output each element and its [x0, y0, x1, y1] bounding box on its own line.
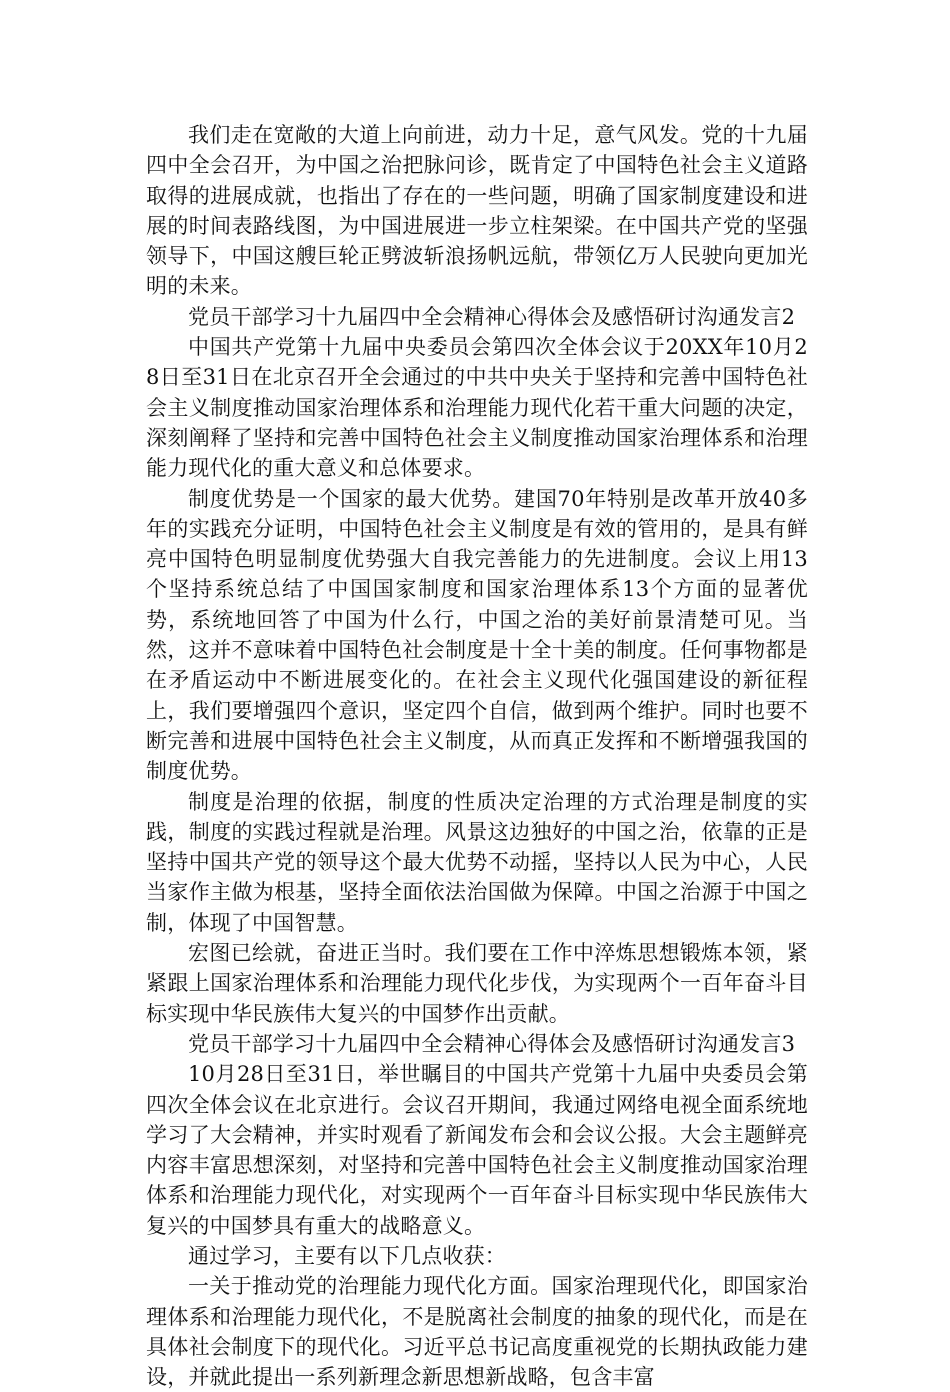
paragraph-7: 通过学习，主要有以下几点收获： [188, 1243, 506, 1268]
section-heading-2: 党员干部学习十九届四中全会精神心得体会及感悟研讨沟通发言2 [188, 304, 796, 329]
paragraph-1: 我们走在宽敞的大道上向前进，动力十足，意气风发。党的十九届四中全会召开，为中国之治把脉问诊，既肯定了中国特色社会主义道路取得的进展成就，也指出了存在的一些问题，明确了国家制度建设和进展的时间表路线图，为中国进展进一步立柱架梁。在中国共产党的坚强领导下，中国这艘巨轮正劈波斩浪扬帆远航，带领亿万人民驶向更加光明的未来。 [146, 123, 808, 299]
paragraph-8: 一关于推动党的治理能力现代化方面。国家治理现代化，即国家治理体系和治理能力现代化，不是脱离社会制度的抽象的现代化，而是在具体社会制度下的现代化。习近平总书记高度重视党的长期执政能力建设，并就此提出一系列新理念新思想新战略，包含丰富 [146, 1274, 808, 1390]
document-body [146, 120, 808, 1392]
paragraph-4: 制度是治理的依据，制度的性质决定治理的方式治理是制度的实践，制度的实践过程就是治理。风景这边独好的中国之治，依靠的正是坚持中国共产党的领导这个最大优势不动摇，坚持以人民为中心，人民当家作主做为根基，坚持全面依法治国做为保障。中国之治源于中国之制，体现了中国智慧。 [146, 789, 808, 935]
paragraph-5: 宏图已绘就，奋进正当时。我们要在工作中淬炼思想锻炼本领，紧紧跟上国家治理体系和治理能力现代化步伐，为实现两个一百年奋斗目标实现中华民族伟大复兴的中国梦作出贡献。 [146, 941, 808, 1026]
paragraph-6: 10月28日至31日，举世瞩目的中国共产党第十九届中央委员会第四次全体会议在北京进行。会议召开期间，我通过网络电视全面系统地学习了大会精神，并实时观看了新闻发布会和会议公报。大会主题鲜亮内容丰富思想深刻，对坚持和完善中国特色社会主义制度推动国家治理体系和治理能力现代化，对实现两个一百年奋斗目标实现中华民族伟大复兴的中国梦具有重大的战略意义。 [146, 1062, 808, 1238]
section-heading-3: 党员干部学习十九届四中全会精神心得体会及感悟研讨沟通发言3 [188, 1031, 796, 1056]
paragraph-3: 制度优势是一个国家的最大优势。建国70年特别是改革开放40多年的实践充分证明，中国特色社会主义制度是有效的管用的，是具有鲜亮中国特色明显制度优势强大自我完善能力的先进制度。会议上用13个坚持系统总结了中国国家制度和国家治理体系13个方面的显著优势，系统地回答了中国为什么行，中国之治的美好前景清楚可见。当然，这并不意味着中国特色社会制度是十全十美的制度。任何事物都是在矛盾运动中不断进展变化的。在社会主义现代化强国建设的新征程上，我们要增强四个意识，坚定四个自信，做到两个维护。同时也要不断完善和进展中国特色社会主义制度，从而真正发挥和不断增强我国的制度优势。 [146, 486, 808, 784]
paragraph-2: 中国共产党第十九届中央委员会第四次全体会议于20XX年10月28日至31日在北京召开全会通过的中共中央关于坚持和完善中国特色社会主义制度推动国家治理体系和治理能力现代化若干重大问题的决定，深刻阐释了坚持和完善中国特色社会主义制度推动国家治理体系和治理能力现代化的重大意义和总体要求。 [146, 335, 808, 481]
